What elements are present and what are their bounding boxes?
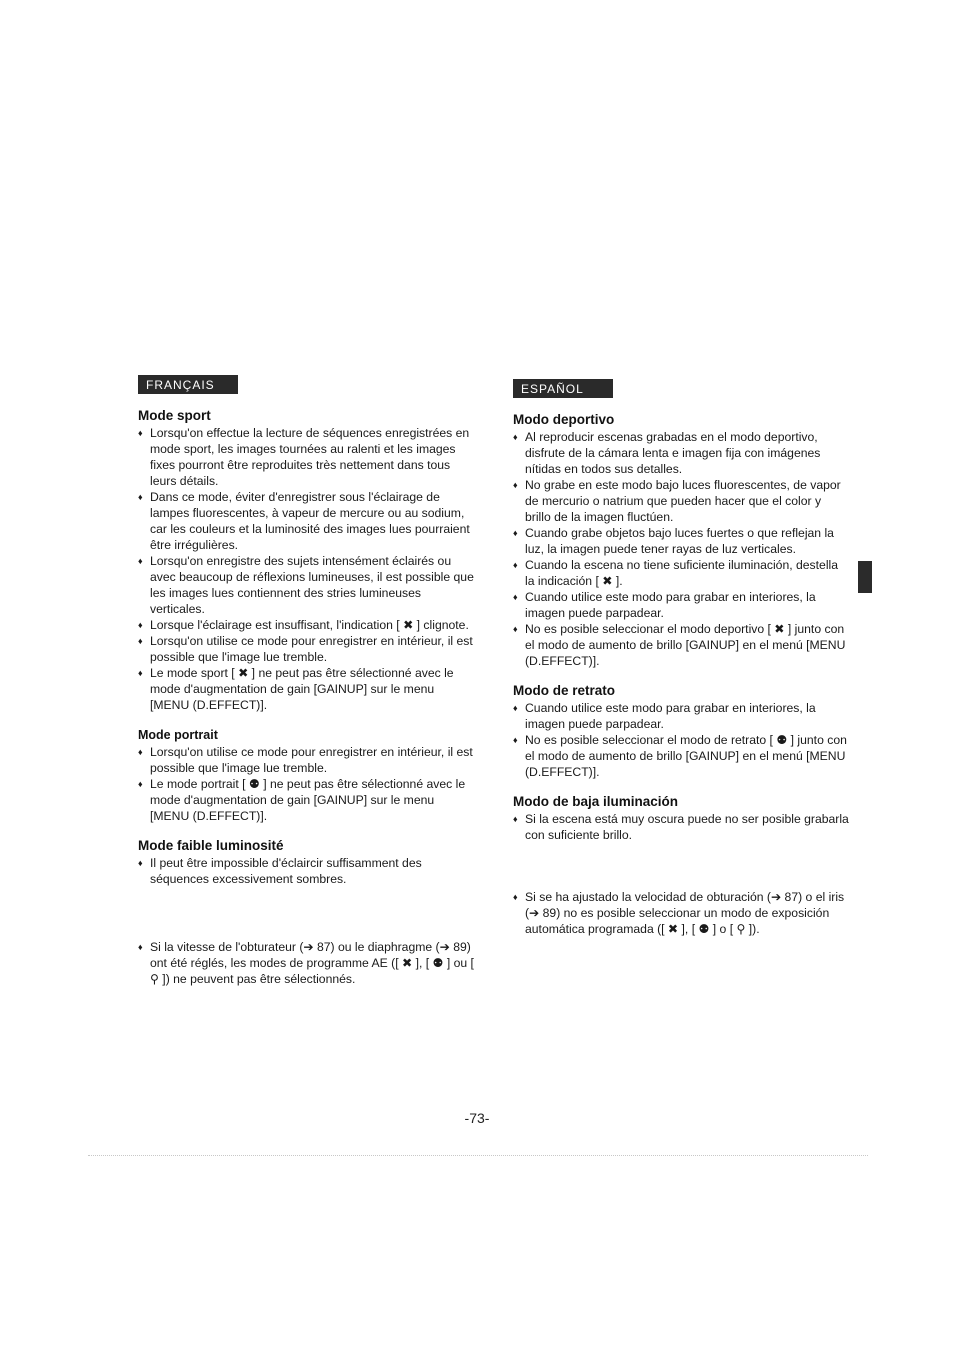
list-item: ♦ No es posible seleccionar el modo de retrato [ ⚉ ] junto con el modo de aumento de brillo [GAINUP] en el menú [MENU (D.EFFECT)]. bbox=[513, 732, 849, 780]
section-title: Modo deportivo bbox=[513, 412, 615, 427]
bullet-list bbox=[513, 429, 849, 669]
section-title: Modo de baja iluminación bbox=[513, 794, 679, 809]
section-modo-de-retrato bbox=[513, 683, 849, 780]
section-title: Mode sport bbox=[138, 408, 211, 423]
list-item: ♦ Il peut être impossible d'éclaircir suffisamment des séquences excessivement sombres. bbox=[138, 855, 474, 887]
section-mode-faible-luminosite bbox=[138, 838, 474, 887]
list-item: ♦ No grabe en este modo bajo luces fluorescentes, de vapor de mercurio o natrium que pueden hacer que el color y brillo de la imagen fluctúen. bbox=[513, 477, 849, 525]
section-mode-sport bbox=[138, 408, 474, 713]
bullet-list bbox=[138, 855, 474, 887]
list-item: ♦ Le mode sport [ ✖ ] ne peut pas être sélectionné avec le mode d'augmentation de gain [GAINUP] sur le menu [MENU (D.EFFECT)]. bbox=[138, 665, 474, 713]
list-item: ♦ Dans ce mode, éviter d'enregistrer sous l'éclairage de lampes fluorescentes, à vapeur de mercure ou au sodium, car les couleurs et la luminosité des images lues pourraient être irrégulières. bbox=[138, 489, 474, 553]
bullet-list bbox=[138, 744, 474, 824]
list-item: ♦ Si la escena está muy oscura puede no ser posible grabarla con suficiente brillo. bbox=[513, 811, 849, 843]
bullet-list bbox=[513, 700, 849, 780]
page-number: -73- bbox=[464, 1110, 490, 1126]
espanol-column bbox=[513, 379, 849, 937]
francais-column bbox=[138, 375, 474, 987]
list-item: ♦ Cuando grabe objetos bajo luces fuertes o que reflejan la luz, la imagen puede tener rayas de luz verticales. bbox=[513, 525, 849, 557]
list-item: ♦ Cuando utilice este modo para grabar en interiores, la imagen puede parpadear. bbox=[513, 700, 849, 732]
list-item: ♦ Lorsqu'on enregistre des sujets intensément éclairés ou avec beaucoup de réflexions lumineuses, il est possible que les images lues contiennent des stries lumineuses verticales. bbox=[138, 553, 474, 617]
list-item: ♦ Lorsqu'on effectue la lecture de séquences enregistrées en mode sport, les images tournées au ralenti et les images fixes pourront être reproduites très nettement dans tous leurs détails. bbox=[138, 425, 474, 489]
list-item: ♦ Lorsque l'éclairage est insuffisant, l'indication [ ✖ ] clignote. bbox=[138, 617, 474, 633]
section-title: Modo de retrato bbox=[513, 683, 616, 698]
ae-note bbox=[513, 889, 849, 937]
section-modo-deportivo bbox=[513, 412, 849, 669]
list-item: ♦ Al reproducir escenas grabadas en el modo deportivo, disfrute de la cámara lenta e imagen fija con imágenes nítidas en todos sus detalles. bbox=[513, 429, 849, 477]
list-item: ♦ Le mode portrait [ ⚉ ] ne peut pas être sélectionné avec le mode d'augmentation de gain [GAINUP] sur le menu [MENU (D.EFFECT)]. bbox=[138, 776, 474, 824]
list-item: ♦ Si la vitesse de l'obturateur (➔ 87) ou le diaphragme (➔ 89) ont été réglés, les modes de programme AE ([ ✖ ], [ ⚉ ] ou [ ⚲ ]) ne peuvent pas être sélectionnés. bbox=[138, 939, 474, 987]
list-item: ♦ Si se ha ajustado la velocidad de obturación (➔ 87) o el iris (➔ 89) no es posible seleccionar un modo de exposición automática programada ([ ✖ ], [ ⚉ ] o [ ⚲ ]). bbox=[513, 889, 849, 937]
ae-note bbox=[138, 939, 474, 987]
chapter-marker bbox=[858, 561, 872, 593]
section-modo-baja-iluminacion bbox=[513, 794, 849, 843]
list-item: ♦ Lorsqu'on utilise ce mode pour enregistrer en intérieur, il est possible que l'image lue tremble. bbox=[138, 633, 474, 665]
language-tab-francais bbox=[138, 375, 238, 394]
list-item: ♦ Cuando utilice este modo para grabar en interiores, la imagen puede parpadear. bbox=[513, 589, 849, 621]
section-mode-portrait bbox=[138, 727, 474, 824]
footer-divider bbox=[88, 1155, 868, 1156]
section-title: Mode portrait bbox=[138, 728, 218, 742]
language-tab-label: ESPAÑOL bbox=[521, 382, 584, 396]
list-item: ♦ No es posible seleccionar el modo deportivo [ ✖ ] junto con el modo de aumento de brillo [GAINUP] en el menú [MENU (D.EFFECT)]. bbox=[513, 621, 849, 669]
list-item: ♦ Cuando la escena no tiene suficiente iluminación, destella la indicación [ ✖ ]. bbox=[513, 557, 849, 589]
bullet-list bbox=[513, 811, 849, 843]
bullet-list bbox=[138, 425, 474, 713]
language-tab-label: FRANÇAIS bbox=[146, 378, 215, 392]
section-title: Mode faible luminosité bbox=[138, 838, 284, 853]
language-tab-espanol bbox=[513, 379, 613, 398]
list-item: ♦ Lorsqu'on utilise ce mode pour enregistrer en intérieur, il est possible que l'image lue tremble. bbox=[138, 744, 474, 776]
